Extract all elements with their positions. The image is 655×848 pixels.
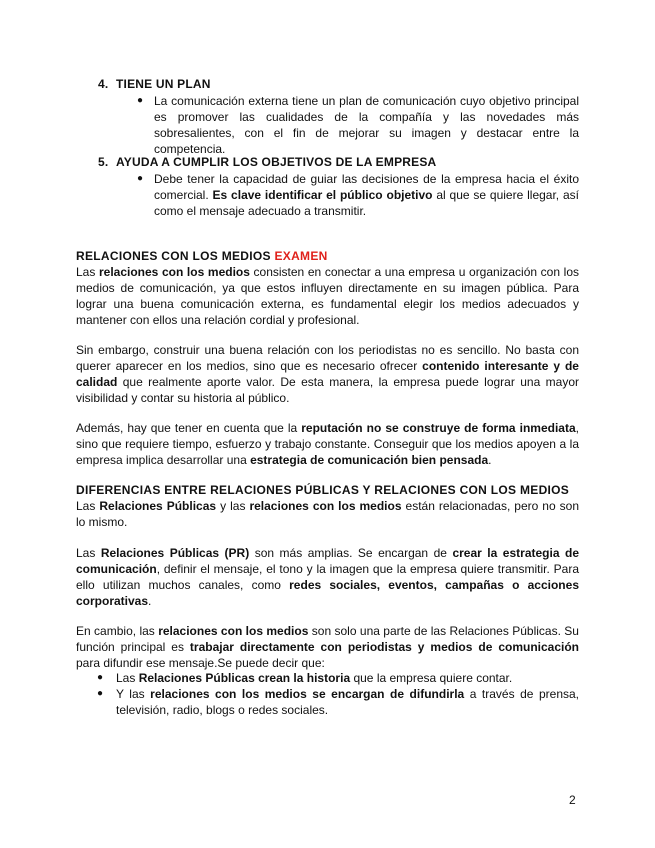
bullet-icon: ● xyxy=(137,173,144,184)
exam-tag: EXAMEN xyxy=(274,249,328,263)
bullet-item: Y las relaciones con los medios se encargan de difundirla a través de prensa, televisión, radio, blogs o redes sociales. xyxy=(116,687,580,717)
numbered-heading-5 xyxy=(98,154,436,170)
bullet-icon: ● xyxy=(137,95,144,106)
bullet-text: al que se quiere llegar, así como el mensaje adecuado a transmitir. xyxy=(154,188,579,218)
paragraph: Sin embargo, construir una buena relación con los periodistas no es sencillo. No basta con querer aparecer en los medios, sino que es necesario ofrecer contenido interesante y de calidad que realmente aporte valor. De esta manera, la empresa puede lograr una mayor visibilidad y contar su historia al público. xyxy=(76,343,579,405)
section-title: DIFERENCIAS ENTRE RELACIONES PÚBLICAS Y RELACIONES CON LOS MEDIOS xyxy=(76,483,570,497)
paragraph: Las Relaciones Públicas (PR) son más amplias. Se encargan de crear la estrategia de comunicación, definir el mensaje, el tono y la imagen que la empresa quiere transmitir. Para ello utilizan muchos canales, como redes sociales, eventos, campañas o acciones corporativas. xyxy=(76,546,580,608)
item-number: 4. xyxy=(98,77,109,91)
item-title: AYUDA A CUMPLIR LOS OBJETIVOS DE LA EMPRESA xyxy=(116,155,437,169)
paragraph: En cambio, las relaciones con los medios son solo una parte de las Relaciones Públicas. Su función principal es trabajar directamente con periodistas y medios de comunicación para difundir ese mensaje.Se puede decir que: xyxy=(76,624,580,670)
bullet-item xyxy=(154,93,579,157)
section-heading-differences xyxy=(76,482,569,498)
paragraph: Además, hay que tener en cuenta que la reputación no se construye de forma inmediata, sino que requiere tiempo, esfuerzo y trabajo constante. Conseguir que los medios apoyen a la empresa implica desarrollar una estrategia de comunicación bien pensada. xyxy=(76,421,579,467)
section-title: RELACIONES CON LOS MEDIOS xyxy=(76,249,275,263)
bullet-bold-text: Es clave identificar el público objetivo xyxy=(212,188,433,202)
item-title: TIENE UN PLAN xyxy=(116,77,211,91)
bullet-item: Las Relaciones Públicas crean la historia que la empresa quiere contar. xyxy=(116,671,513,685)
bullet-icon: ● xyxy=(97,688,104,699)
paragraph: Las Relaciones Públicas y las relaciones con los medios están relacionadas, pero no son lo mismo. xyxy=(76,499,580,529)
bullet-icon: ● xyxy=(97,672,104,683)
page-number: 2 xyxy=(569,793,576,807)
numbered-heading-4 xyxy=(98,76,211,92)
item-number: 5. xyxy=(98,155,109,169)
bullet-text: La comunicación externa tiene un plan de comunicación cuyo objetivo principal es promover las cualidades de la compañía y las novedades más sobresalientes, con el fin de mejorar su imagen y destacar entre la competencia. xyxy=(154,94,579,156)
paragraph: Las relaciones con los medios consisten en conectar a una empresa u organización con los medios de comunicación, ya que estos influyen directamente en su imagen pública. Para lograr una buena comunicación externa, es fundamental elegir los medios adecuados y mantener con ellos una relación cordial y profesional. xyxy=(76,265,579,327)
bullet-text: Debe tener la capacidad de guiar las decisiones de la empresa hacia el éxito comercial. xyxy=(154,172,579,202)
section-heading-media-relations xyxy=(76,248,328,264)
bullet-item xyxy=(154,171,579,219)
